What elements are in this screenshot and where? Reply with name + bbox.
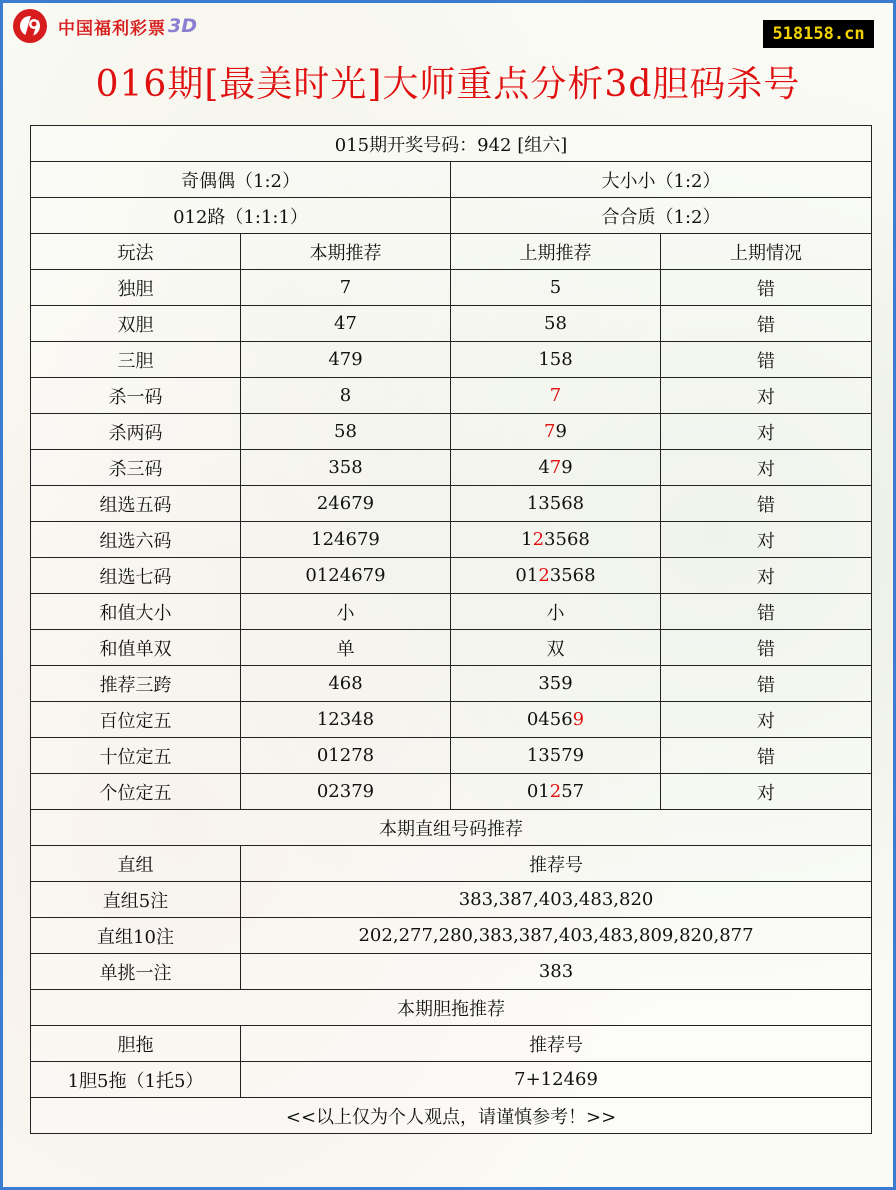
last-result-row: [31, 126, 872, 162]
previous-pick: [451, 630, 661, 666]
section-header-left: 直组: [31, 846, 241, 882]
digit-group: 5: [549, 277, 562, 298]
current-pick: 479: [241, 342, 451, 378]
play-name: 杀一码: [31, 378, 241, 414]
hit-digit: 2: [532, 529, 545, 550]
play-name: 和值单双: [31, 630, 241, 666]
previous-pick: [451, 342, 661, 378]
play-name: 组选五码: [31, 486, 241, 522]
play-name: 杀两码: [31, 414, 241, 450]
play-name: 和值大小: [31, 594, 241, 630]
previous-status: 错: [661, 270, 872, 306]
hit-digit: 7: [549, 457, 562, 478]
previous-status: 对: [661, 378, 872, 414]
play-name: 杀三码: [31, 450, 241, 486]
table-row: [31, 342, 872, 378]
previous-pick: [451, 594, 661, 630]
current-pick: 124679: [241, 522, 451, 558]
current-pick: 58: [241, 414, 451, 450]
section-title-row: [31, 810, 872, 846]
welfare-lottery-logo-icon: [10, 6, 54, 46]
previous-status: 对: [661, 522, 872, 558]
digit-group: 13579: [526, 745, 585, 766]
section-header-right: 推荐号: [241, 846, 872, 882]
digit-group: 13568: [526, 493, 585, 514]
page-title: 016期[最美时光]大师重点分析3d胆码杀号: [95, 64, 801, 105]
table-row: [31, 522, 872, 558]
table-row: [31, 702, 872, 738]
recommend-row: [31, 918, 872, 954]
previous-pick: [451, 774, 661, 810]
table-row: [31, 738, 872, 774]
previous-status: 错: [661, 630, 872, 666]
current-pick: 单: [241, 630, 451, 666]
play-name: 独胆: [31, 270, 241, 306]
current-pick: 02379: [241, 774, 451, 810]
analysis-table: [30, 125, 872, 1134]
current-pick: 24679: [241, 486, 451, 522]
previous-pick: [451, 270, 661, 306]
previous-status: 错: [661, 594, 872, 630]
footer-row: [31, 1098, 872, 1134]
hit-digit: 7: [544, 421, 556, 442]
previous-status: 对: [661, 774, 872, 810]
digit-group: 双: [546, 638, 565, 660]
previous-status: 对: [661, 558, 872, 594]
header-current: 本期推荐: [241, 234, 451, 270]
current-pick: 7: [241, 270, 451, 306]
digit-group: 01: [526, 781, 550, 802]
recommend-row: [31, 954, 872, 990]
digit-group: 158: [538, 349, 573, 370]
play-name: 三胆: [31, 342, 241, 378]
brand-suffix: 3D: [168, 15, 197, 37]
previous-pick: [451, 378, 661, 414]
current-pick: 358: [241, 450, 451, 486]
hit-digit: 9: [572, 709, 585, 730]
digit-group: 3568: [549, 565, 596, 586]
recommend-value: 383: [241, 954, 872, 990]
table-header-row: [31, 234, 872, 270]
digit-group: 0456: [526, 709, 573, 730]
digit-group: 9: [555, 421, 567, 442]
section-header-row: [31, 1026, 872, 1062]
table-row: [31, 594, 872, 630]
digit-group: 小: [546, 602, 565, 624]
current-pick: 47: [241, 306, 451, 342]
hit-digit: 2: [549, 781, 562, 802]
previous-status: 对: [661, 414, 872, 450]
play-name: 组选六码: [31, 522, 241, 558]
table-row: [31, 414, 872, 450]
recommend-row: [31, 1062, 872, 1098]
table-row: [31, 270, 872, 306]
header-status: 上期情况: [661, 234, 872, 270]
recommend-label: 直组5注: [31, 882, 241, 918]
previous-status: 错: [661, 342, 872, 378]
section-title: 本期直组号码推荐: [31, 810, 872, 846]
footer-note: <<以上仅为个人观点，请谨慎参考！>>: [31, 1098, 872, 1134]
section-header-row: [31, 846, 872, 882]
recommend-label: 1胆5拖（1托5）: [31, 1062, 241, 1098]
play-name: 十位定五: [31, 738, 241, 774]
table-row: [31, 558, 872, 594]
route-012: 012路（1:1:1）: [31, 198, 451, 234]
previous-pick: [451, 522, 661, 558]
recommend-label: 直组10注: [31, 918, 241, 954]
previous-pick: [451, 414, 661, 450]
previous-pick: [451, 450, 661, 486]
recommend-value: 383,387,403,483,820: [241, 882, 872, 918]
hit-digit: 2: [538, 565, 550, 586]
table-row: [31, 630, 872, 666]
section-header-right: 推荐号: [241, 1026, 872, 1062]
table-row: [31, 450, 872, 486]
current-pick: 小: [241, 594, 451, 630]
site-badge[interactable]: 518158.cn: [763, 20, 874, 48]
prime-composite: 合合质（1:2）: [451, 198, 872, 234]
digit-group: 1: [521, 529, 533, 550]
lottery-logo: [10, 6, 197, 46]
section-title: 本期胆拖推荐: [31, 990, 872, 1026]
recommend-label: 单挑一注: [31, 954, 241, 990]
current-pick: 01278: [241, 738, 451, 774]
play-name: 双胆: [31, 306, 241, 342]
table-row: [31, 774, 872, 810]
previous-status: 对: [661, 450, 872, 486]
last-result: 015期开奖号码：942 [组六]: [31, 126, 872, 162]
attribute-row: [31, 198, 872, 234]
previous-pick: [451, 558, 661, 594]
previous-status: 错: [661, 666, 872, 702]
digit-group: 3568: [544, 529, 590, 550]
brand-name: 中国福利彩票: [58, 18, 166, 39]
odd-even: 奇偶偶（1:2）: [31, 162, 451, 198]
play-name: 个位定五: [31, 774, 241, 810]
table-row: [31, 666, 872, 702]
previous-status: 错: [661, 306, 872, 342]
previous-pick: [451, 738, 661, 774]
big-small: 大小小（1:2）: [451, 162, 872, 198]
digit-group: 58: [544, 313, 567, 334]
play-name: 推荐三跨: [31, 666, 241, 702]
digit-group: 359: [538, 673, 573, 694]
previous-pick: [451, 486, 661, 522]
recommend-value: 202,277,280,383,387,403,483,809,820,877: [241, 918, 872, 954]
digit-group: 01: [515, 565, 539, 586]
header-play: 玩法: [31, 234, 241, 270]
digit-group: 4: [538, 457, 550, 478]
current-pick: 12348: [241, 702, 451, 738]
previous-status: 对: [661, 702, 872, 738]
previous-pick: [451, 666, 661, 702]
recommend-row: [31, 882, 872, 918]
table-row: [31, 378, 872, 414]
section-header-left: 胆拖: [31, 1026, 241, 1062]
attribute-row: [31, 162, 872, 198]
section-title-row: [31, 990, 872, 1026]
current-pick: 8: [241, 378, 451, 414]
previous-status: 错: [661, 738, 872, 774]
table-row: [31, 306, 872, 342]
previous-pick: [451, 702, 661, 738]
play-name: 组选七码: [31, 558, 241, 594]
current-pick: 0124679: [241, 558, 451, 594]
current-pick: 468: [241, 666, 451, 702]
table-row: [31, 486, 872, 522]
play-name: 百位定五: [31, 702, 241, 738]
previous-pick: [451, 306, 661, 342]
recommend-value: 7+12469: [241, 1062, 872, 1098]
previous-status: 错: [661, 486, 872, 522]
header-previous: 上期推荐: [451, 234, 661, 270]
hit-digit: 7: [549, 385, 562, 406]
digit-group: 57: [561, 781, 585, 802]
digit-group: 9: [561, 457, 573, 478]
